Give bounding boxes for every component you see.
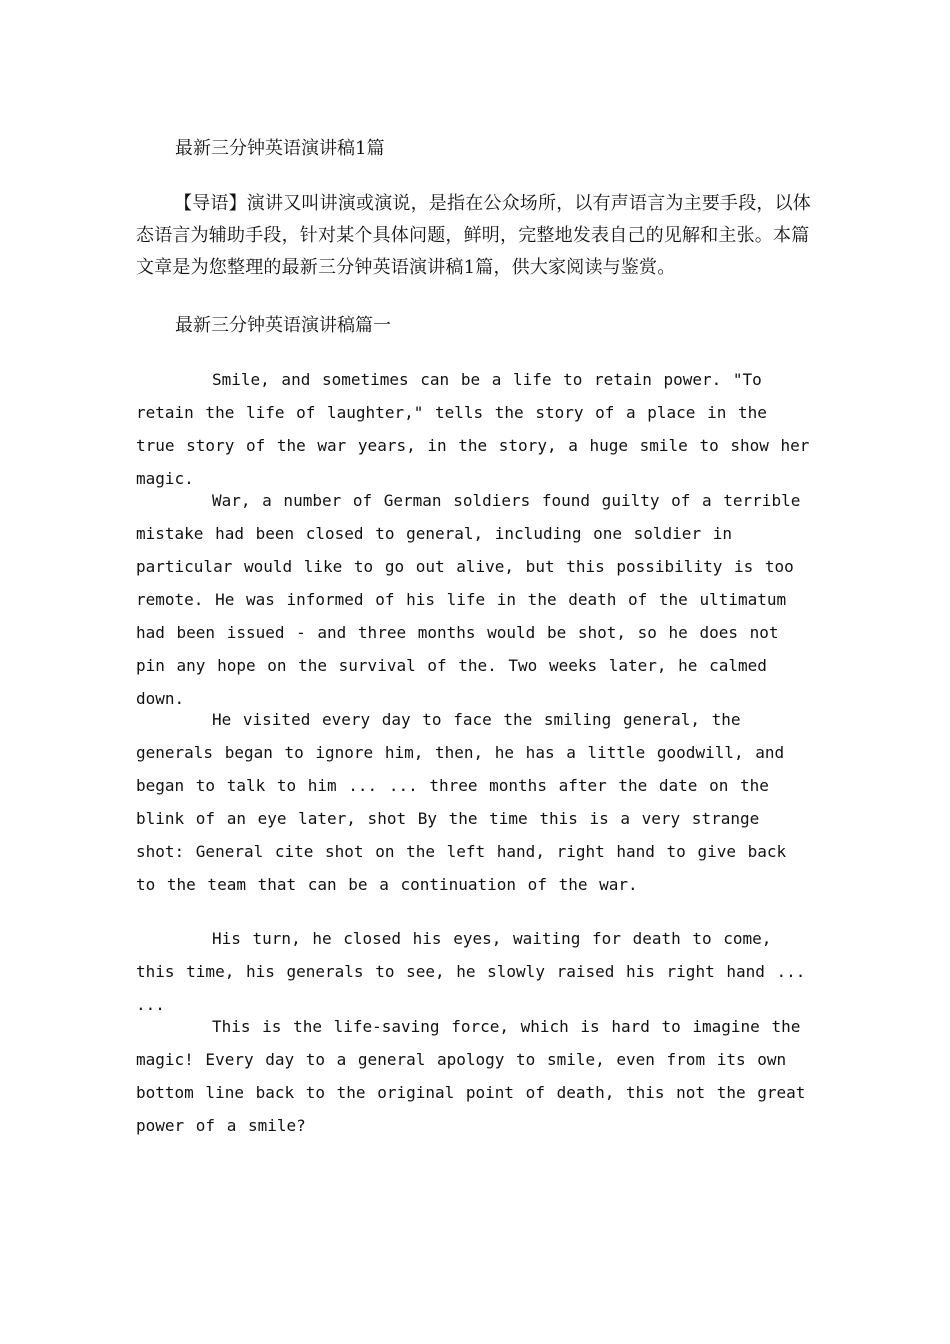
section-title: 最新三分钟英语演讲稿篇一: [175, 315, 391, 336]
body-paragraph-2: War, a number of German soldiers found guilty of a terrible mistake had been closed to general, including one soldier in particular would like to go out alive, but this possibility is too remote. He was informed of his life in the death of the ultimatum had been issued - and three months would be shot, so he does not pin any hope on the survival of the. Two weeks later, he calmed down.: [136, 491, 801, 708]
document-title: 最新三分钟英语演讲稿1篇: [175, 138, 385, 159]
body-paragraph-5: This is the life-saving force, which is hard to imagine the magic! Every day to a general apology to smile, even from its own bottom line back to the original point of death, this not the great power of a smile?: [136, 1017, 806, 1135]
intro-paragraph: 【导语】演讲又叫讲演或演说，是指在公众场所，以有声语言为主要手段，以体态语言为辅助手段，针对某个具体问题，鲜明，完整地发表自己的见解和主张。本篇文章是为您整理的最新三分钟英语演讲稿1篇，供大家阅读与鉴赏。: [136, 193, 811, 278]
body-paragraph-1: Smile, and sometimes can be a life to retain power. "To retain the life of laughter," tells the story of a place in the true story of the war years, in the story, a huge smile to show her magic.: [136, 370, 810, 488]
body-paragraph-3: He visited every day to face the smiling general, the generals began to ignore him, then, he has a little goodwill, and began to talk to him ... ... three months after the date on the blink of an eye later, shot By the time this is a very strange shot: General cite shot on the left hand, right hand to give back to the team that can be a continuation of the war.: [136, 710, 787, 894]
body-paragraph-4: His turn, he closed his eyes, waiting for death to come, this time, his generals to see, he slowly raised his right hand ... ...: [136, 929, 806, 1014]
